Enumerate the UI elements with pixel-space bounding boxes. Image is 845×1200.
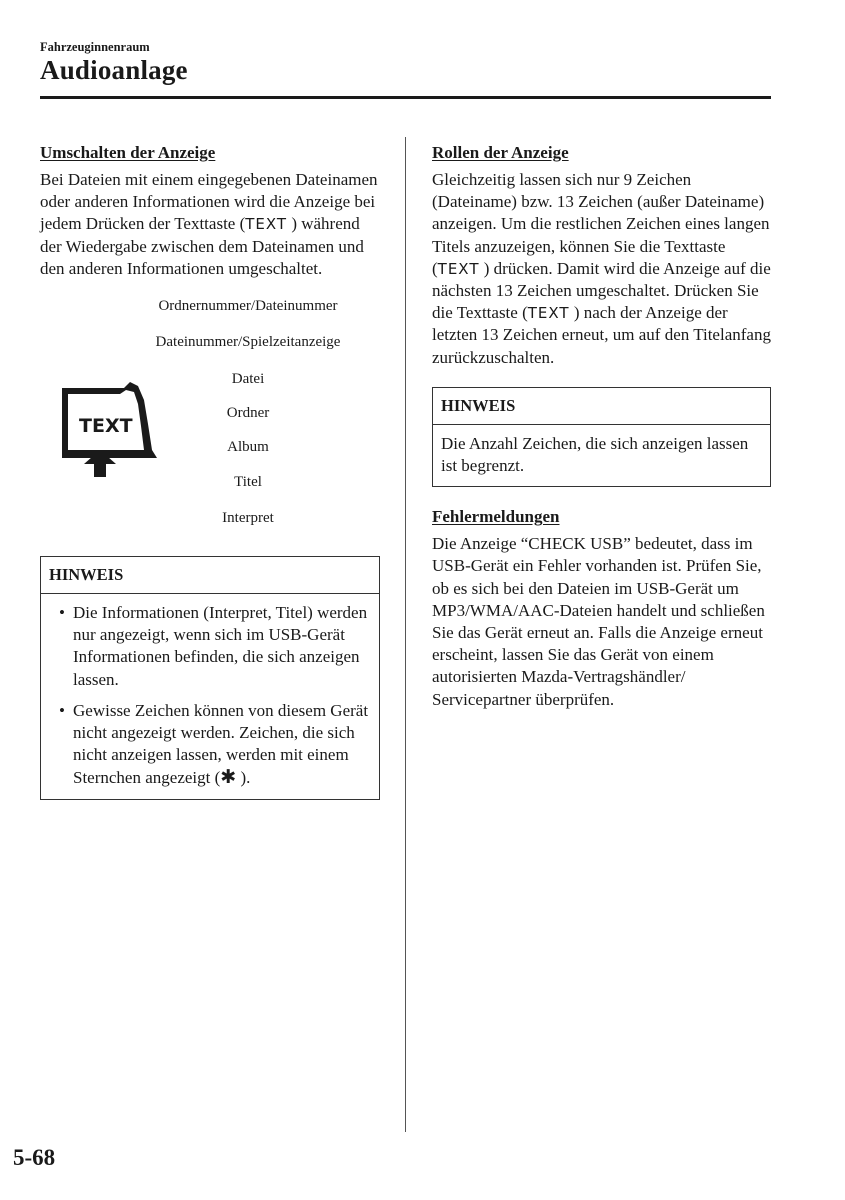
- cycle-item: Ordner: [226, 405, 270, 422]
- column-divider: [405, 137, 406, 1132]
- text-key-label: TEXT: [245, 215, 288, 234]
- note-body: [41, 594, 379, 799]
- chapter-title: Audioanlage: [40, 55, 188, 85]
- note-title: HINWEIS: [433, 388, 770, 425]
- section-heading-fehlermeldungen: Fehlermeldungen: [432, 507, 560, 527]
- note-bullet-closing: ).: [236, 768, 251, 788]
- note-box-right: [432, 387, 771, 487]
- fehlermeldungen-paragraph: Die Anzeige “CHECK USB” bedeutet, dass im USB-Gerät ein Fehler vorhanden ist. Prüfen Sie, ob es sich bei den Dateien im USB-Gerät um MP3/WMA/AAC-Dateien handelt und schließen Sie das Gerät erneut an. Falls die Anzeige erneut erscheint, lassen Sie das Gerät von einem autorisierten Mazda-Vertragshändler/ Servicepartner überprüfen.: [432, 534, 765, 709]
- note-title: HINWEIS: [41, 557, 379, 594]
- cycle-item: Interpret: [222, 510, 274, 527]
- text-key-label: TEXT: [437, 259, 480, 278]
- note-list: [49, 602, 371, 790]
- rollen-text-1: Gleichzeitig lassen sich nur 9 Zeichen (Dateiname) bzw. 13 Zeichen (außer Dateiname) anzeigen. Um die restlichen Zeichen eines langen Titels anzuzeigen, können Sie die Texttaste (: [432, 170, 770, 278]
- left-column: [40, 143, 380, 800]
- cycle-item: Dateinummer/Spielzeitanzeige: [155, 334, 341, 351]
- page-number: 5-68: [13, 1145, 56, 1170]
- cycle-item: Ordnernummer/Dateinummer: [158, 298, 338, 315]
- section-label: Fahrzeuginnenraum: [40, 40, 150, 54]
- umschalten-text-2: ) während der Wiedergabe zwischen dem Dateinamen und den anderen Informationen umgeschaltet.: [40, 214, 364, 278]
- umschalten-paragraph: [40, 169, 380, 280]
- section-heading-rollen: Rollen der Anzeige: [432, 143, 569, 162]
- umschalten-text-1: Bei Dateien mit einem eingegebenen Dateinamen oder anderen Informationen wird die Anzeige bei jedem Drücken der Texttaste (: [40, 170, 378, 234]
- note-body: Die Anzahl Zeichen, die sich anzeigen lassen ist begrenzt.: [441, 433, 749, 476]
- text-button-press-icon: [54, 380, 164, 480]
- section-heading-umschalten: Umschalten der Anzeige: [40, 143, 216, 162]
- list-item: [49, 602, 371, 691]
- cycle-item: Album: [227, 439, 269, 456]
- rollen-paragraph: [432, 169, 771, 369]
- text-key-label: TEXT: [527, 304, 570, 323]
- cycle-item: Titel: [234, 474, 262, 491]
- rollen-text-2: ) drücken. Damit wird die Anzeige auf die nächsten 13 Zeichen umgeschaltet. Drücken Sie die Texttaste (: [432, 258, 771, 323]
- note-box-left: [40, 556, 380, 800]
- cycle-item: Datei: [231, 371, 265, 388]
- bullet-icon: •: [59, 603, 65, 623]
- right-column: [432, 143, 771, 711]
- header-rule: [40, 96, 771, 99]
- asterisk-icon: ✱: [220, 766, 237, 789]
- rollen-text-3: ) nach der Anzeige der letzten 13 Zeichen erneut, um auf den Titelanfang zurückzuschalten.: [432, 303, 771, 367]
- list-item: [49, 700, 371, 790]
- note-bullet-text: Gewisse Zeichen können von diesem Gerät nicht angezeigt werden. Zeichen, die sich nicht anzeigen lassen, werden mit einem Sternchen angezeigt (: [73, 700, 369, 788]
- note-bullet-text: Die Informationen (Interpret, Titel) werden nur angezeigt, wenn sich im USB-Gerät Informationen befinden, die sich anzeigen lassen.: [73, 603, 368, 689]
- display-cycle-diagram: [40, 294, 380, 556]
- button-label: TEXT: [79, 415, 133, 438]
- bullet-icon: •: [59, 700, 65, 720]
